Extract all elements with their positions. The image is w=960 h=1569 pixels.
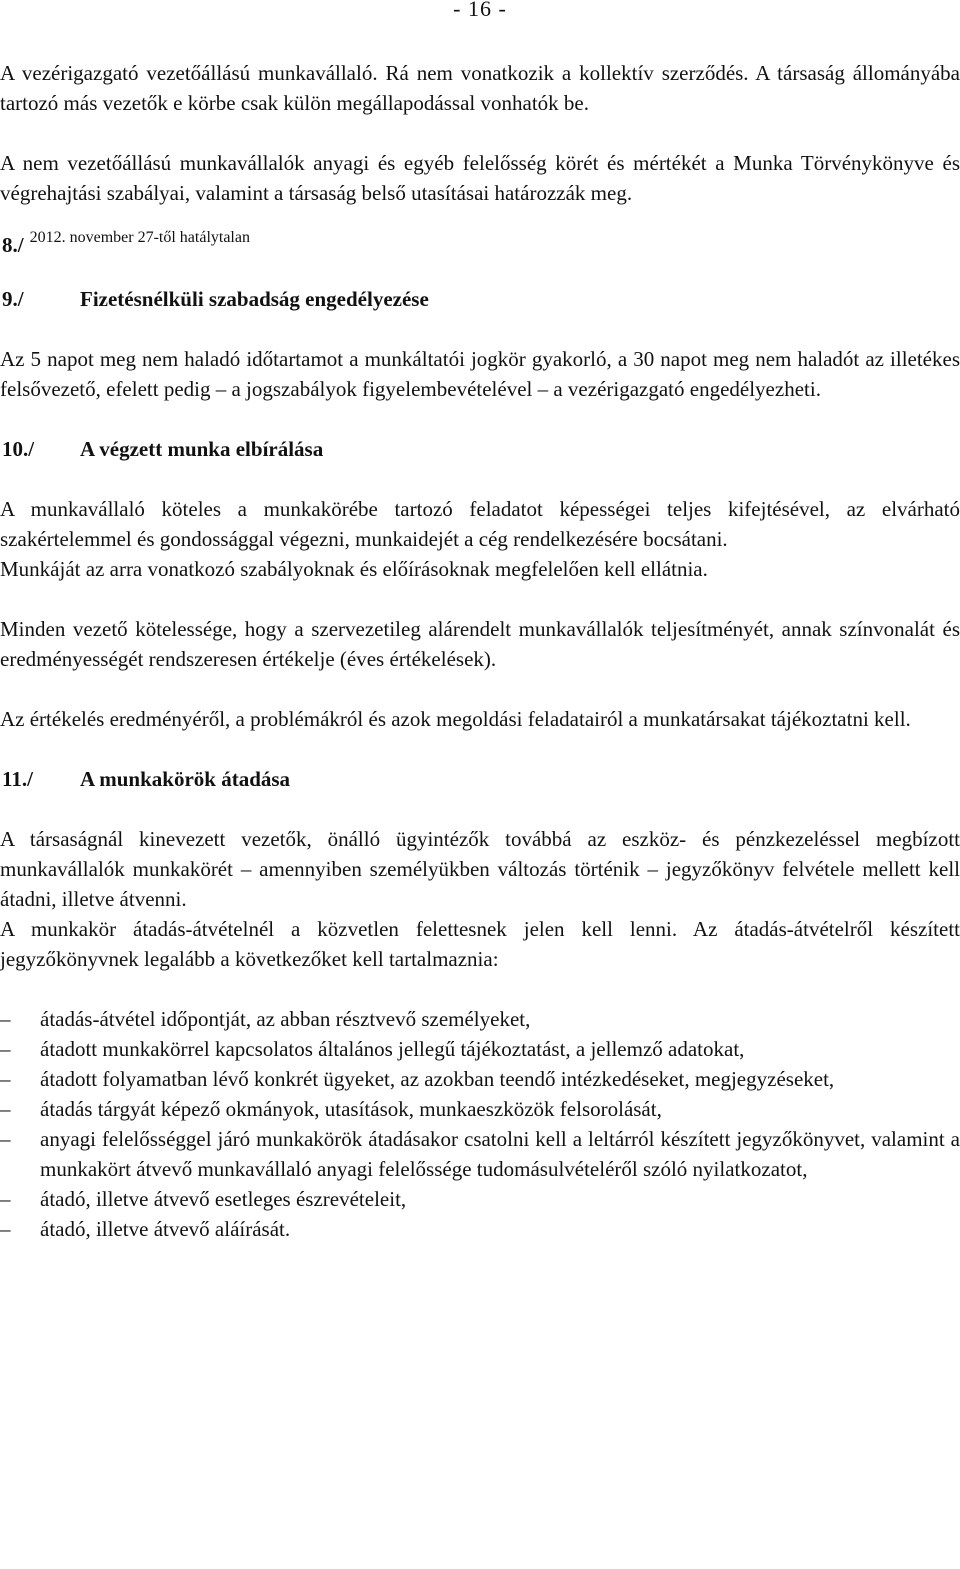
list-item-text: átadás tárgyát képező okmányok, utasítások, munkaeszközök felsorolását, [40, 1097, 662, 1121]
section-11-number: 11./ [2, 767, 33, 791]
section-9-number: 9./ [2, 287, 24, 311]
list-item-text: átadott folyamatban lévő konkrét ügyeket, az azokban teendő intézkedéseket, megjegyzéseket, [40, 1067, 835, 1091]
list-item-text: átadás-átvétel időpontját, az abban résztvevő személyeket, [40, 1007, 531, 1031]
section-10-paragraph-1: A munkavállaló köteles a munkakörébe tartozó feladatot képességei teljes kifejtésével, az elvárható szakértelemmel és gondossággal végezni, munkaidejét a cég rendelkezésére bocsátani. [0, 497, 960, 551]
list-dash: – [0, 1067, 11, 1091]
list-dash: – [0, 1097, 11, 1121]
section-11-title: A munkakörök átadása [80, 767, 291, 791]
list-item [0, 1034, 960, 1064]
list-item-text: anyagi felelősséggel járó munkakörök átadásakor csatolni kell a leltárról készített jegyzőkönyvet, valamint a munkakört átvevő munkavállaló anyagi felelőssége tudomásulvételéről szóló nyilatkozatot, [40, 1127, 960, 1181]
section-10-paragraph-2: Munkáját az arra vonatkozó szabályoknak és előírásoknak megfelelően kell ellátnia. [0, 557, 708, 581]
document-body [0, 58, 960, 1244]
list-item-text: átadó, illetve átvevő esetleges észrevételeit, [40, 1187, 407, 1211]
list-dash: – [0, 1217, 11, 1241]
list-item [0, 1094, 960, 1124]
section-8-repeal-note: 2012. november 27-től hatálytalan [29, 229, 250, 246]
section-9-title: Fizetésnélküli szabadság engedélyezése [80, 287, 429, 311]
list-item-text: átadott munkakörrel kapcsolatos általános jellegű tájékoztatást, a jellemző adatokat, [40, 1037, 745, 1061]
list-dash: – [0, 1127, 11, 1151]
list-dash: – [0, 1037, 11, 1061]
section-10-paragraph-3: Minden vezető kötelessége, hogy a szervezetileg alárendelt munkavállalók teljesítményét, annak színvonalát és eredményességét rendszeresen értékelje (éves értékelések). [0, 617, 960, 671]
intro-paragraph-1: A vezérigazgató vezetőállású munkavállaló. Rá nem vonatkozik a kollektív szerződés. A társaság állományába tartozó más vezetők e körbe csak külön megállapodással vonhatók be. [0, 61, 960, 115]
section-11-heading [0, 764, 960, 794]
section-10-title: A végzett munka elbírálása [80, 437, 324, 461]
list-dash: – [0, 1007, 11, 1031]
section-9-paragraph: Az 5 napot meg nem haladó időtartamot a munkáltatói jogkör gyakorló, a 30 napot meg nem haladót az illetékes felsővezető, efelett pedig – a jogszabályok figyelembevételével – a vezérigazgató engedélyezheti. [0, 347, 960, 401]
list-item [0, 1064, 960, 1094]
section-10-paragraph-4: Az értékelés eredményéről, a problémákról és azok megoldási feladatairól a munkatársakat tájékoztatni kell. [0, 707, 911, 731]
section-10-heading [0, 434, 960, 464]
section-8 [0, 226, 960, 260]
list-item [0, 1184, 960, 1214]
list-item [0, 1214, 960, 1244]
section-11-paragraph-1: A társaságnál kinevezett vezetők, önálló ügyintézők továbbá az eszköz- és pénzkezeléssel megbízott munkavállalók munkakörét – amennyiben személyükben változás történik – jegyzőkönyv felvétele mellett kell átadni, illetve átvenni. [0, 827, 960, 911]
page-number: - 16 - [453, 0, 507, 21]
section-9-heading [0, 284, 960, 314]
list-dash: – [0, 1187, 11, 1211]
section-11-paragraph-2: A munkakör átadás-átvételnél a közvetlen felettesnek jelen kell lenni. Az átadás-átvételről készített jegyzőkönyvnek legalább a következőket kell tartalmaznia: [0, 917, 960, 971]
section-10-number: 10./ [2, 437, 35, 461]
section-8-number: 8./ [2, 233, 24, 257]
list-item-text: átadó, illetve átvevő aláírását. [40, 1217, 291, 1241]
list-item [0, 1004, 960, 1034]
list-item [0, 1124, 960, 1184]
intro-paragraph-2: A nem vezetőállású munkavállalók anyagi és egyéb felelősség körét és mértékét a Munka Törvénykönyve és végrehajtási szabályai, valamint a társaság belső utasításai határozzák meg. [0, 151, 960, 205]
handover-checklist [0, 1004, 960, 1244]
